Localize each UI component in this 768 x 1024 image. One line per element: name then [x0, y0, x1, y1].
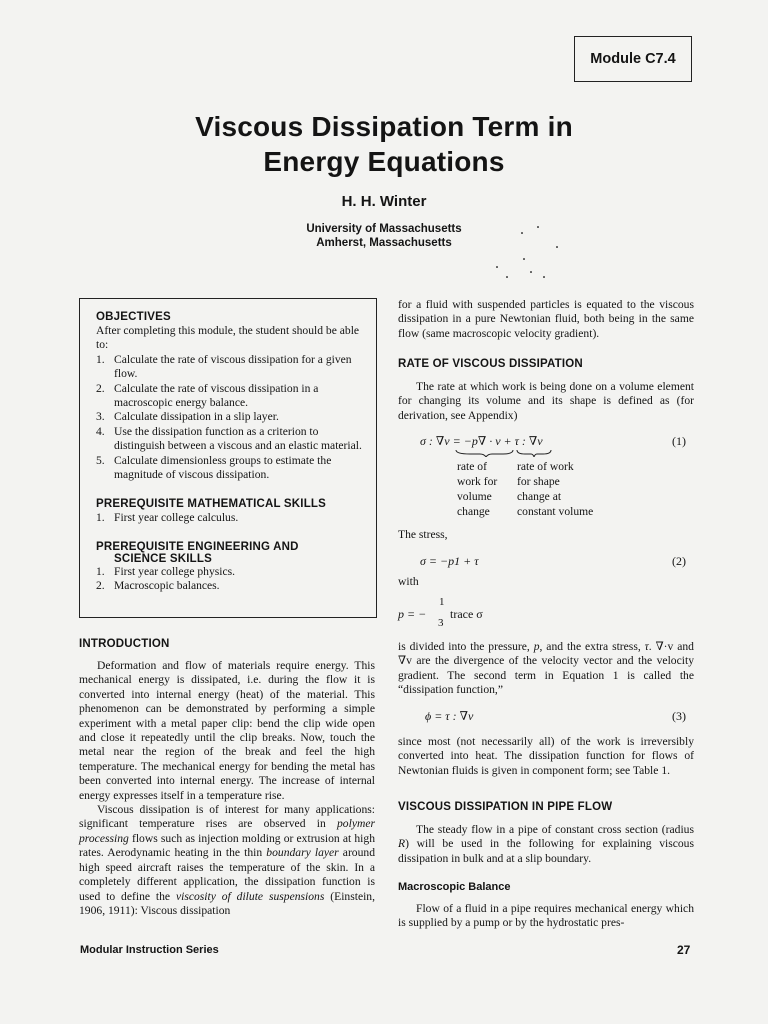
- pressure-lhs: p = −: [398, 607, 427, 621]
- math-skills-list: [96, 511, 364, 525]
- macroscopic-balance-heading: Macroscopic Balance: [398, 881, 511, 893]
- pipe-flow-paragraph: The steady flow in a pipe of constant cross section (radius R) will be used in the following for explaining viscous dissipation in bulk and at a slip boundary.: [398, 823, 694, 865]
- list-item: 2. Macroscopic balances.: [96, 579, 220, 593]
- rate-heading: RATE OF VISCOUS DISSIPATION: [398, 358, 583, 370]
- pressure-numerator: 1: [439, 596, 445, 608]
- title-line-2: Energy Equations: [263, 146, 505, 177]
- list-item: 1. Calculate the rate of viscous dissipation for a given flow.: [96, 352, 352, 381]
- page-number: 27: [677, 943, 691, 957]
- pressure-denominator: 3: [438, 617, 444, 629]
- rate-paragraph: The rate at which work is being done on a volume element for changing its volume and its shape is defined as (for derivation, see Appendix): [398, 380, 694, 422]
- math-skills-heading: PREREQUISITE MATHEMATICAL SKILLS: [96, 498, 327, 511]
- introduction-paragraph-2: Viscous dissipation is of interest for many applications: significant temperature rises are observed in polymer processing flows such as injection molding or extrusion at high rates. Aerodynamic heating in the thin boundary layer around high speed aircraft raises the temperature of the skin. In a completely different application, the dissipation function is used to define the viscosity of dilute suspensions (Einstein, 1906, 1911): Viscous dissipation: [79, 803, 376, 917]
- equation-1-number: (1): [672, 434, 686, 448]
- list-item: 1. First year college physics.: [96, 564, 236, 578]
- introduction-heading: INTRODUCTION: [79, 638, 170, 650]
- equation-2: σ = −p1 + τ: [420, 554, 479, 568]
- title-line-1: Viscous Dissipation Term in: [195, 111, 573, 142]
- series-footer: Modular Instruction Series: [80, 944, 219, 956]
- equation-pressure: [398, 596, 538, 630]
- divided-paragraph: is divided into the pressure, p, and the extra stress, τ. ∇·v and ∇v are the divergence of the velocity vector and the velocity gradient. The second term in Equation 1 is called the “dissipation function,”: [398, 640, 694, 697]
- engineering-skills-heading-2: SCIENCE SKILLS: [114, 552, 213, 565]
- list-item: 2. Calculate the rate of viscous dissipation in a macroscopic energy balance.: [96, 381, 319, 410]
- stress-label: The stress,: [398, 528, 448, 541]
- objectives-heading: OBJECTIVES: [96, 311, 171, 323]
- list-item: 3. Calculate dissipation in a slip layer.: [96, 410, 279, 424]
- since-paragraph: since most (not necessarily all) of the work is irreversibly converted into heat. The dissipation function for flows of Newtonian fluids is given in component form; see Table 1.: [398, 735, 694, 777]
- equation-3: ϕ = τ : ∇v: [425, 709, 474, 723]
- objectives-section: [96, 311, 364, 594]
- equation-2-number: (2): [672, 554, 686, 568]
- equation-1: σ : ∇v = −p∇ · v + τ : ∇v: [420, 434, 543, 448]
- author: H. H. Winter: [341, 193, 427, 210]
- introduction-paragraph-1: Deformation and flow of materials require energy. This mechanical energy is dissipated, i.e. during the flow it is converted into internal energy (heat) of the material. This phenomenon can be demonstrated by performing a simple experiment with a metal paper clip: bend the clip wide open and close it repeatedly until the clip breaks. Now, touch the metal near the region of the break and feel the high temperature. The mechanical energy for bending the metal has been converted into internal energy. The increase of internal energy expresses itself in a temperature rise.: [79, 659, 375, 802]
- introduction-section: [79, 638, 375, 918]
- engineering-skills-heading-1: PREREQUISITE ENGINEERING AND: [96, 540, 299, 553]
- equation-3-number: (3): [672, 709, 686, 723]
- list-item: 1. First year college calculus.: [96, 511, 239, 525]
- with-label: with: [398, 575, 419, 588]
- pipe-flow-heading: VISCOUS DISSIPATION IN PIPE FLOW: [398, 801, 613, 813]
- pressure-rhs: trace σ: [450, 607, 483, 621]
- module-label: Module C7.4: [574, 36, 692, 82]
- equation-1-underbraces: [455, 449, 555, 457]
- list-item: 4. Use the dissipation function as a criterion to distinguish between a viscous and an elastic material.: [96, 424, 362, 453]
- engineering-skills-list: [96, 565, 364, 594]
- under-label-left: rate of work for volume change: [457, 460, 498, 518]
- objectives-intro: After completing this module, the student should be able to:: [96, 324, 360, 352]
- under-label-right: rate of work for shape change at constant volume: [517, 460, 594, 518]
- affiliation-line-2: Amherst, Massachusetts: [316, 237, 452, 249]
- objectives-list: [96, 353, 364, 483]
- macroscopic-balance-paragraph: Flow of a fluid in a pipe requires mechanical energy which is supplied by a pump or by the hydrostatic pres-: [398, 902, 694, 930]
- list-item: 5. Calculate dimensionless groups to estimate the magnitude of viscous dissipation.: [96, 453, 332, 482]
- continuation-paragraph: for a fluid with suspended particles is equated to the viscous dissipation in a pure Newtonian fluid, both being in the same flow (same macroscopic velocity gradient).: [398, 298, 694, 340]
- affiliation-line-1: University of Massachusetts: [306, 223, 462, 235]
